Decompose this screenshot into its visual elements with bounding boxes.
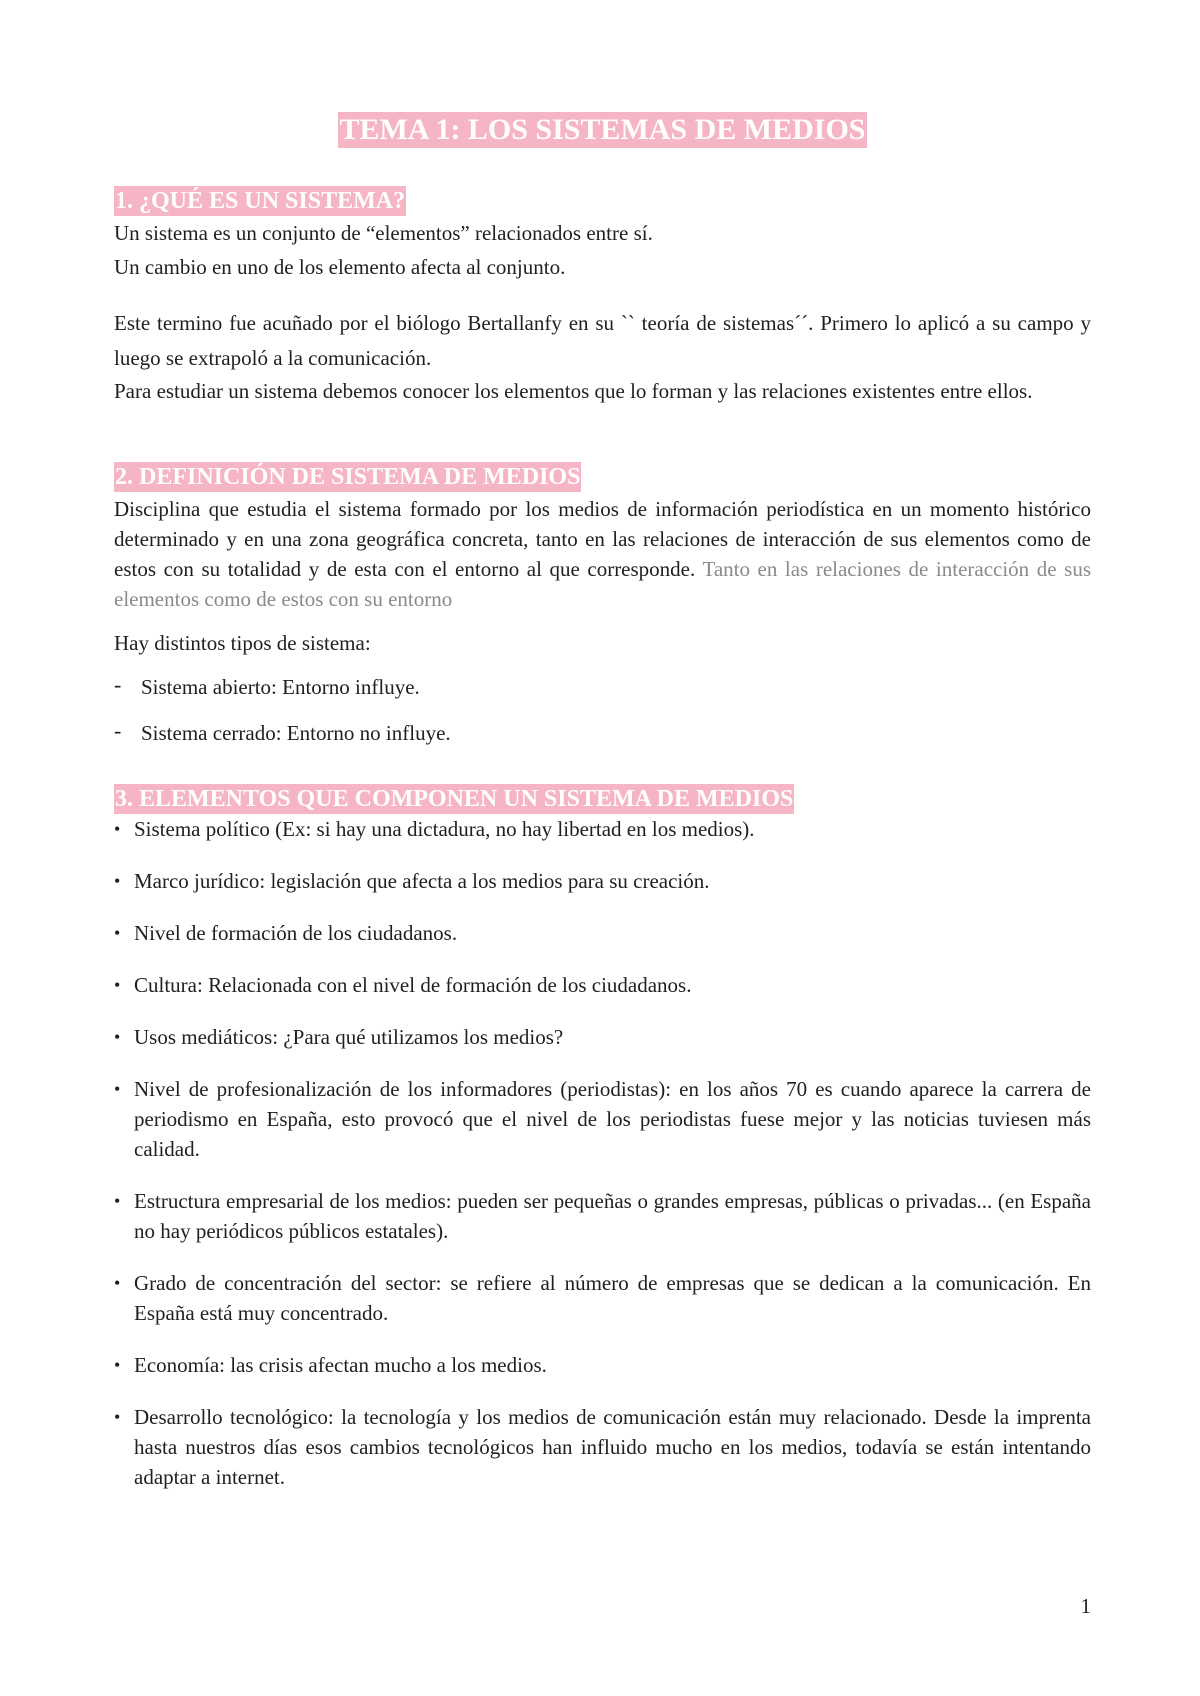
- list-item: [114, 814, 1091, 844]
- list-item: [114, 1402, 1091, 1492]
- list-item: [114, 1022, 1091, 1052]
- list-item: [114, 918, 1091, 948]
- section-2-definition-grey: Tanto en las relaciones de interacción de sus elementos como de estos con su entorno: [114, 557, 1091, 611]
- section-1-paragraph-2: Un cambio en uno de los elemento afecta al conjunto.: [114, 255, 566, 279]
- bullet-marker: •: [114, 1407, 121, 1427]
- list-item-text: Sistema político (Ex: si hay una dictadura, no hay libertad en los medios).: [134, 817, 755, 841]
- list-item: [114, 1074, 1091, 1164]
- section-2-definition-text: Disciplina que estudia el sistema formado por los medios de información periodística en un momento histórico determinado y en una zona geográfica concreta, tanto en las relaciones de interacción de sus elementos como de estos con su totalidad y de esta con el entorno al que corresponde.: [114, 497, 1091, 581]
- list-item: [114, 970, 1091, 1000]
- title-row: [114, 112, 1091, 148]
- list-item: [114, 1350, 1091, 1380]
- section-1-heading: 1. ¿QUÉ ES UN SISTEMA?: [115, 188, 406, 214]
- list-item-text: Sistema abierto: Entorno influye.: [141, 675, 420, 699]
- list-item-text: Marco jurídico: legislación que afecta a los medios para su creación.: [134, 869, 710, 893]
- list-item-text: Nivel de formación de los ciudadanos.: [134, 921, 458, 945]
- list-item: [114, 1268, 1091, 1328]
- bullet-marker: •: [114, 1355, 121, 1375]
- document-page: [114, 112, 1091, 1514]
- section-1-heading-row: [114, 186, 1091, 216]
- list-item-text: Cultura: Relacionada con el nivel de formación de los ciudadanos.: [134, 973, 692, 997]
- list-item: [114, 866, 1091, 896]
- bullet-marker: •: [114, 1027, 121, 1047]
- section-1-paragraph-3: Este termino fue acuñado por el biólogo Bertallanfy en su `` teoría de sistemas´´. Primero lo aplicó a su campo y luego se extrapoló a la comunicación.: [114, 311, 1091, 370]
- bullet-marker: •: [114, 819, 121, 839]
- bullet-marker: •: [114, 1273, 121, 1293]
- bullet-marker: •: [114, 975, 121, 995]
- section-2-heading: 2. DEFINICIÓN DE SISTEMA DE MEDIOS: [115, 464, 581, 490]
- document-title: TEMA 1: LOS SISTEMAS DE MEDIOS: [339, 113, 866, 146]
- elements-list: [114, 814, 1091, 1492]
- list-item-text: Grado de concentración del sector: se refiere al número de empresas que se dedican a la comunicación. En España está muy concentrado.: [134, 1271, 1091, 1325]
- list-item-text: Estructura empresarial de los medios: pueden ser pequeñas o grandes empresas, públicas o privadas... (en España no hay periódicos públicos estatales).: [134, 1189, 1091, 1243]
- section-2-types-intro: Hay distintos tipos de sistema:: [114, 631, 371, 655]
- list-item-text: Usos mediáticos: ¿Para qué utilizamos los medios?: [134, 1025, 564, 1049]
- dash-marker: -: [114, 672, 122, 697]
- page-number: 1: [1080, 1594, 1091, 1618]
- section-2-definition: [114, 494, 1091, 614]
- bullet-marker: •: [114, 1079, 121, 1099]
- dash-marker: -: [114, 718, 122, 743]
- list-item: [114, 718, 1091, 748]
- list-item: [114, 672, 1091, 702]
- bullet-marker: •: [114, 923, 121, 943]
- section-3-heading: 3. ELEMENTOS QUE COMPONEN UN SISTEMA DE MEDIOS: [115, 786, 794, 812]
- system-types-list: [114, 672, 1091, 748]
- list-item: [114, 1186, 1091, 1246]
- bullet-marker: •: [114, 871, 121, 891]
- list-item-text: Sistema cerrado: Entorno no influye.: [141, 721, 451, 745]
- list-item-text: Nivel de profesionalización de los informadores (periodistas): en los años 70 es cuando aparece la carrera de periodismo en España, esto provocó que el nivel de los periodistas fuese mejor y las noticias tuviesen más calidad.: [134, 1077, 1091, 1161]
- section-3-heading-row: [114, 784, 1091, 814]
- list-item-text: Desarrollo tecnológico: la tecnología y los medios de comunicación están muy relacionado. Desde la imprenta hasta nuestros días esos cambios tecnológicos han influido mucho en los medios, todavía se están intentando adaptar a internet.: [134, 1405, 1091, 1489]
- section-2-heading-row: [114, 462, 1091, 492]
- list-item-text: Economía: las crisis afectan mucho a los medios.: [134, 1353, 547, 1377]
- bullet-marker: •: [114, 1191, 121, 1211]
- section-1-paragraph-4: Para estudiar un sistema debemos conocer los elementos que lo forman y las relaciones existentes entre ellos.: [114, 379, 1033, 403]
- section-1-paragraph-1: Un sistema es un conjunto de “elementos” relacionados entre sí.: [114, 221, 653, 245]
